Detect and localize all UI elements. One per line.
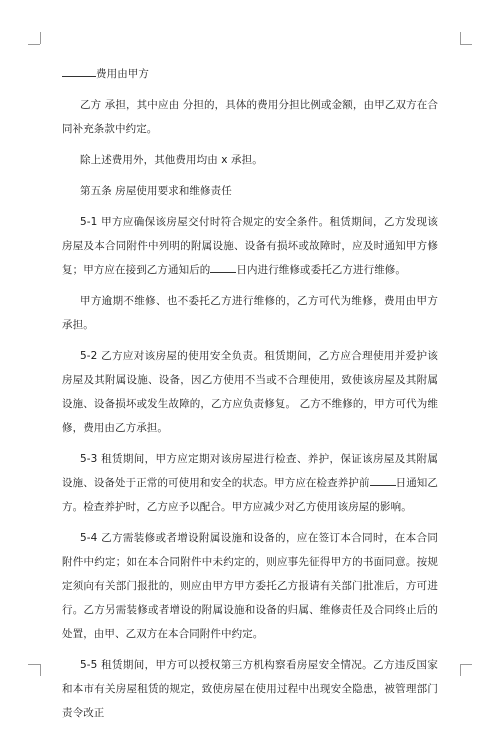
paragraph-other-fees: 除上述费用外，其他费用均由 x 承担。: [80, 154, 263, 166]
paragraph-text: 费用由甲方: [96, 68, 149, 80]
clause-text: 5-3 租赁期间，甲方应定期对该房屋进行检查、养护，保证该房屋及其附属设施、设备处于正常的可使用和安全的状态。甲方应在检查养护前: [62, 453, 438, 489]
clause-5-3: [62, 447, 438, 519]
paragraph-overdue-repair: 甲方逾期不维修、也不委托乙方进行维修的，乙方可代为维修，费用由甲方承担。: [62, 295, 438, 331]
fill-blank: [210, 261, 236, 273]
clause-5-1: [62, 210, 438, 282]
clause-5-2: 5-2 乙方应对该房屋的使用安全负责。租赁期间，乙方应合理使用并爱护该房屋及其附属设施、设备，因乙方使用不当或不合理使用，致使该房屋及其附属设施、设备损坏或发生故障的，乙方应负责修复。 乙方不维修的，甲方可代为维修，费用由乙方承担。: [62, 350, 438, 434]
section-heading-article-5: 第五条 房屋使用要求和维修责任: [80, 185, 232, 197]
clause-text: 日内进行维修或委托乙方进行维修。: [236, 264, 407, 276]
fill-blank: [370, 474, 396, 486]
clause-5-4: 5-4 乙方需装修或者增设附属设施和设备的，应在签订本合同时，在本合同附件中约定；如在本合同附件中未约定的，则应事先征得甲方的书面同意。按规定须向有关部门报批的，则应由甲方甲方委托乙方报请有关部门批准后，方可进行。乙方另需装修或者增设的附属设施和设备的归属、维修责任及合同终止后的处置，由甲、乙双方在本合同附件中约定。: [62, 532, 438, 640]
clause-text: 5-1 甲方应确保该房屋交付时符合规定的安全条件。租赁期间，乙方发现该房屋及本合同附件中列明的附属设施、设备有损坏或故障时，应及时通知甲方修复；甲方应在接到乙方通知后的: [62, 216, 438, 276]
paragraph-fee-sharing: 乙方 承担，其中应由 分担的，具体的费用分担比例或金额，由甲乙双方在合同补充条款中约定。: [62, 99, 438, 135]
document-body: [62, 62, 438, 732]
paragraph-fee-partial: [62, 62, 438, 86]
clause-text: 日通知乙方。检查养护时，乙方应予以配合。甲方应减少对乙方使用该房屋的影响。: [62, 477, 439, 513]
fill-blank: [62, 65, 96, 77]
clause-5-5: 5-5 租赁期间，甲方可以授权第三方机构察看房屋安全情况。乙方违反国家和本市有关房屋租赁的规定，致使房屋在使用过程中出现安全隐患，被管理部门责令改正: [62, 659, 438, 719]
